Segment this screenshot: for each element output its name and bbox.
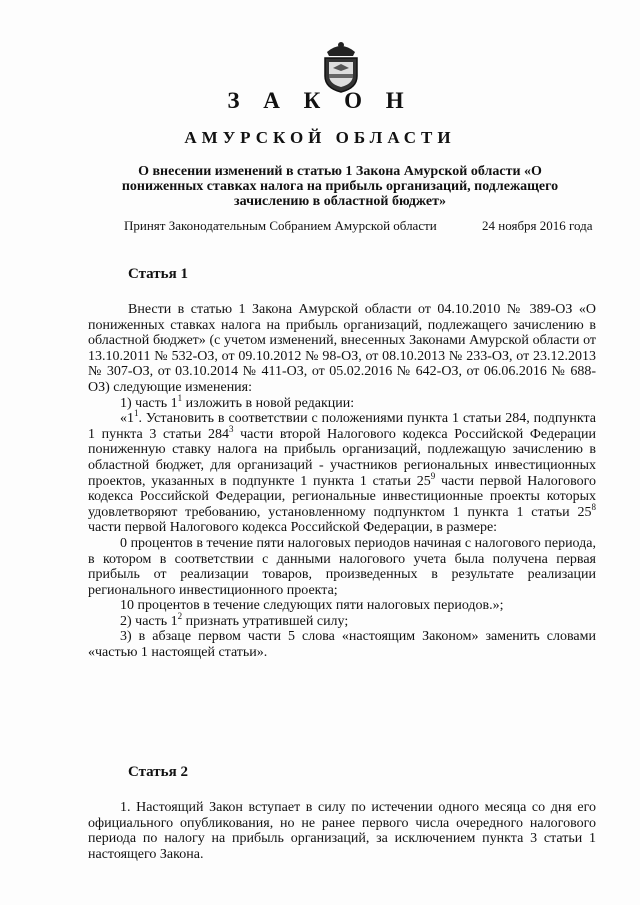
law-heading-line: пониженных ставках налога на прибыль организаций, подлежащего xyxy=(121,179,559,194)
item-2-text-end: признать утратившей силу; xyxy=(182,613,349,629)
quote-text: части первой Налогового кодекса Российской Федерации, региональные инвестиционные проекты которых удовлетворяют требованию, установленному подпунктом 1 пункта 1 статьи 25 xyxy=(88,473,597,520)
document-title: З А К О Н xyxy=(227,88,413,113)
adoption-statement: Принят Законодательным Собранием Амурской области xyxy=(124,218,437,233)
coat-of-arms-emblem xyxy=(319,38,363,94)
item-1-text: 1) часть 1 xyxy=(120,395,178,411)
quote-superscript: 3 xyxy=(229,423,234,434)
article-1-body xyxy=(88,302,596,661)
article-1-title: Статья 1 xyxy=(128,266,188,282)
item-2-text: 2) часть 1 xyxy=(120,613,178,629)
new-wording-quote xyxy=(88,408,597,536)
quote-superscript: 8 xyxy=(591,501,596,512)
document-subtitle: АМУРСКОЙ ОБЛАСТИ xyxy=(184,128,456,147)
rate-zero-percent: 0 процентов в течение пяти налоговых периодов начиная с налогового периода, в котором в соответствии с данными налогового учета была получена первая прибыль от реализации товаров, произведенных в результате реализации регионального инвестиционного проекта; xyxy=(88,535,596,598)
quote-superscript: 1 xyxy=(134,408,139,419)
quote-text: части первой Налогового кодекса Российской Федерации, в размере: xyxy=(88,520,498,536)
quote-text: «1 xyxy=(120,411,134,427)
quote-superscript: 9 xyxy=(430,470,436,481)
adoption-date: 24 ноября 2016 года xyxy=(482,218,593,233)
quote-text: части второй Налогового кодекса Российской Федерации пониженную ставку налога на прибыль организаций, подлежащую зачислению в областной бюджет, для организаций - участников региональных инвестиционных проектов, указанных в подпункте 1 пункта 1 статьи 25 xyxy=(88,426,596,489)
item-2-superscript: 2 xyxy=(177,610,183,621)
item-1-superscript: 1 xyxy=(177,392,183,403)
article-2-paragraph: 1. Настоящий Закон вступает в силу по истечении одного месяца со дня его официального опубликования, но не ранее первого числа очередного налогового периода по налогу на прибыль организаций, за исключением пункта 3 статьи 1 настоящего Закона. xyxy=(88,800,596,862)
amendment-item-1 xyxy=(88,392,596,412)
quote-text: . Установить в соответствии с положениями пункта 1 статьи 284, подпункта 1 пункта 3 статьи 284 xyxy=(88,411,596,442)
amendment-item-3: 3) в абзаце первом части 5 слова «настоящим Законом» заменить словами «частью 1 настоящей статьи». xyxy=(88,629,596,661)
law-heading-line: зачислению в областной бюджет» xyxy=(234,194,446,209)
amendment-item-2 xyxy=(88,610,596,630)
article-2-title: Статья 2 xyxy=(128,764,188,780)
article-1-intro: Внести в статью 1 Закона Амурской области от 04.10.2010 № 389-ОЗ «О пониженных ставках налога на прибыль организаций, подлежащего зачислению в областной бюджет» (с учетом изменений, внесенных Законами Амурской области от 13.10.2011 № 532-ОЗ, от 09.10.2012 № 98-ОЗ, от 08.10.2013 № 233-ОЗ, от 23.12.2013 № 307-ОЗ, от 03.10.2014 № 411-ОЗ, от 05.02.2016 № 642-ОЗ, от 06.06.2016 № 688-ОЗ) следующие изменения: xyxy=(88,302,596,395)
rate-ten-percent: 10 процентов в течение следующих пяти налоговых периодов.»; xyxy=(120,598,504,614)
item-1-text-end: изложить в новой редакции: xyxy=(182,395,355,411)
law-heading xyxy=(80,164,600,209)
article-2-body xyxy=(88,800,596,862)
law-heading-line: О внесении изменений в статью 1 Закона Амурской области «О xyxy=(138,164,542,179)
